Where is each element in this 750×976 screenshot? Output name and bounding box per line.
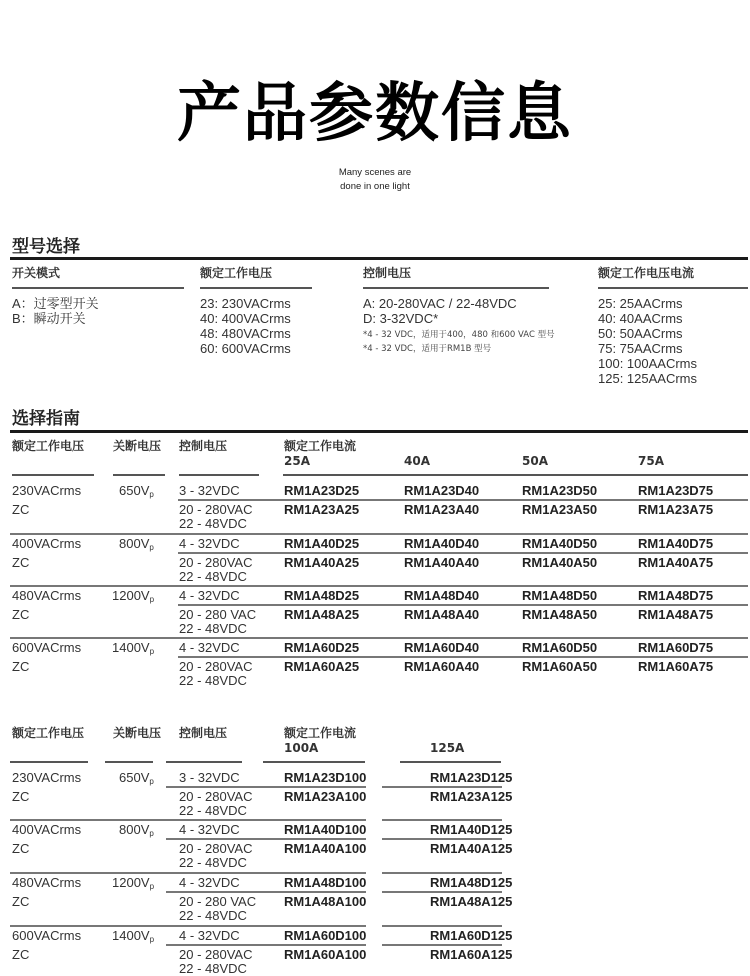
row-divider bbox=[178, 604, 748, 606]
group-divider bbox=[10, 925, 366, 927]
control-voltage-col-header: 控制电压 bbox=[179, 439, 228, 453]
model-number: RM1A23D25 bbox=[284, 483, 360, 498]
group-divider bbox=[382, 819, 502, 821]
current-50a-header: 50A bbox=[522, 454, 548, 468]
row-divider bbox=[178, 499, 748, 501]
peak-voltage: $1200V_p$ bbox=[112, 588, 155, 604]
model-number: RM1A48A125 bbox=[430, 894, 513, 909]
model-number: RM1A23D75 bbox=[638, 483, 714, 498]
model-number: RM1A60A40 bbox=[404, 659, 480, 674]
rated-voltage-col-header: 额定工作电压 bbox=[12, 726, 85, 740]
section-title-model-selection: 型号选择 bbox=[12, 237, 80, 257]
voltage-label: 600VACrms bbox=[12, 640, 82, 655]
peak-voltage: $800V_p$ bbox=[119, 536, 154, 552]
group-divider bbox=[382, 872, 502, 874]
section-divider bbox=[10, 257, 748, 260]
current-40a-header: 40A bbox=[404, 454, 430, 468]
peak-voltage: $1400V_p$ bbox=[112, 928, 155, 944]
control-voltage: 20 - 280 VAC 22 - 48VDC bbox=[179, 607, 257, 636]
rated-current-values: 25: 25AACrms 40: 40AACrms 50: 50AACrms 75: 75AACrms 100: 100AACrms 125: 125AACrms bbox=[598, 296, 697, 386]
control-voltage-header: 控制电压 bbox=[363, 266, 412, 280]
model-number: RM1A40A40 bbox=[404, 555, 480, 570]
rated-current-header: 额定工作电压电流 bbox=[598, 266, 695, 280]
header-underline bbox=[283, 474, 748, 476]
peak-voltage: $1400V_p$ bbox=[112, 640, 155, 656]
model-number: RM1A60D25 bbox=[284, 640, 360, 655]
model-number: RM1A23A25 bbox=[284, 502, 360, 517]
header-underline bbox=[166, 761, 242, 763]
control-voltage: 4 - 32VDC bbox=[179, 536, 240, 551]
control-voltage-col-header: 控制电压 bbox=[179, 726, 228, 740]
current-125a-header: 125A bbox=[430, 741, 465, 755]
model-number: RM1A48D25 bbox=[284, 588, 360, 603]
model-number: RM1A60D75 bbox=[638, 640, 714, 655]
model-number: RM1A23A125 bbox=[430, 789, 513, 804]
control-voltage: 4 - 32VDC bbox=[179, 822, 240, 837]
model-number: RM1A60D40 bbox=[404, 640, 480, 655]
control-voltage: 20 - 280VAC 22 - 48VDC bbox=[179, 841, 253, 870]
page-subtitle: Many scenes are done in one light bbox=[338, 167, 412, 192]
control-voltage: 20 - 280VAC 22 - 48VDC bbox=[179, 947, 253, 976]
rated-voltage-col-header: 额定工作电压 bbox=[12, 439, 85, 453]
group-divider bbox=[10, 637, 748, 639]
model-number: RM1A23A40 bbox=[404, 502, 480, 517]
peak-voltage: $800V_p$ bbox=[119, 822, 154, 838]
model-number: RM1A48A50 bbox=[522, 607, 598, 622]
rated-current-col-header: 额定工作电流 bbox=[284, 439, 357, 453]
zc-label: ZC bbox=[12, 894, 30, 909]
zc-label: ZC bbox=[12, 502, 30, 517]
control-voltage: 4 - 32VDC bbox=[179, 875, 240, 890]
model-number: RM1A48A75 bbox=[638, 607, 714, 622]
model-number: RM1A40A75 bbox=[638, 555, 714, 570]
model-number: RM1A40D100 bbox=[284, 822, 367, 837]
model-number: RM1A40D75 bbox=[638, 536, 714, 551]
control-voltage: 4 - 32VDC bbox=[179, 588, 240, 603]
peak-voltage-col-header: 关断电压 bbox=[113, 439, 162, 453]
control-voltage: 20 - 280 VAC 22 - 48VDC bbox=[179, 894, 257, 923]
section-divider bbox=[10, 430, 748, 433]
control-voltage: 3 - 32VDC bbox=[179, 770, 240, 785]
row-divider bbox=[382, 891, 502, 893]
model-number: RM1A48D125 bbox=[430, 875, 513, 890]
zc-label: ZC bbox=[12, 555, 30, 570]
row-divider bbox=[382, 786, 502, 788]
model-number: RM1A48A100 bbox=[284, 894, 367, 909]
header-underline bbox=[263, 761, 365, 763]
group-divider bbox=[10, 872, 366, 874]
header-underline bbox=[105, 761, 153, 763]
model-number: RM1A23D125 bbox=[430, 770, 513, 785]
header-underline bbox=[200, 287, 312, 289]
zc-label: ZC bbox=[12, 607, 30, 622]
voltage-label: 400VACrms bbox=[12, 822, 82, 837]
control-voltage: 20 - 280VAC 22 - 48VDC bbox=[179, 502, 253, 531]
voltage-label: 480VACrms bbox=[12, 588, 82, 603]
model-number: RM1A48A25 bbox=[284, 607, 360, 622]
row-divider bbox=[166, 944, 366, 946]
model-number: RM1A40A125 bbox=[430, 841, 513, 856]
row-divider bbox=[178, 656, 748, 658]
control-voltage: 20 - 280VAC 22 - 48VDC bbox=[179, 789, 253, 818]
zc-label: ZC bbox=[12, 947, 30, 962]
page-title: 产品参数信息 bbox=[177, 77, 573, 151]
model-number: RM1A23D100 bbox=[284, 770, 367, 785]
row-divider bbox=[382, 944, 502, 946]
group-divider bbox=[10, 585, 748, 587]
header-underline bbox=[363, 287, 549, 289]
control-voltage-values: A: 20-280VAC / 22-48VDC D: 3-32VDC* bbox=[363, 296, 517, 326]
model-number: RM1A60A75 bbox=[638, 659, 714, 674]
model-number: RM1A40A50 bbox=[522, 555, 598, 570]
model-number: RM1A40D50 bbox=[522, 536, 598, 551]
switch-mode-values: A：过零型开关 B：瞬动开关 bbox=[12, 296, 99, 326]
model-number: RM1A48D100 bbox=[284, 875, 367, 890]
header-underline bbox=[400, 761, 501, 763]
model-number: RM1A40D25 bbox=[284, 536, 360, 551]
zc-label: ZC bbox=[12, 659, 30, 674]
model-number: RM1A23D40 bbox=[404, 483, 480, 498]
voltage-label: 600VACrms bbox=[12, 928, 82, 943]
row-divider bbox=[166, 786, 366, 788]
header-underline bbox=[179, 474, 259, 476]
model-number: RM1A40A25 bbox=[284, 555, 360, 570]
current-25a-header: 25A bbox=[284, 454, 310, 468]
section-title-selection-guide: 选择指南 bbox=[12, 409, 80, 429]
model-number: RM1A60D50 bbox=[522, 640, 598, 655]
peak-voltage: $650V_p$ bbox=[119, 770, 154, 786]
rated-voltage-header: 额定工作电压 bbox=[200, 266, 273, 280]
model-number: RM1A60D125 bbox=[430, 928, 513, 943]
control-voltage: 3 - 32VDC bbox=[179, 483, 240, 498]
header-underline bbox=[10, 761, 88, 763]
row-divider bbox=[178, 552, 748, 554]
model-number: RM1A23A50 bbox=[522, 502, 598, 517]
model-number: RM1A40D40 bbox=[404, 536, 480, 551]
group-divider bbox=[10, 819, 366, 821]
model-number: RM1A48D75 bbox=[638, 588, 714, 603]
model-number: RM1A40A100 bbox=[284, 841, 367, 856]
voltage-label: 230VACrms bbox=[12, 483, 82, 498]
model-number: RM1A40D125 bbox=[430, 822, 513, 837]
model-number: RM1A23D50 bbox=[522, 483, 598, 498]
model-number: RM1A48D50 bbox=[522, 588, 598, 603]
model-number: RM1A60D100 bbox=[284, 928, 367, 943]
group-divider bbox=[382, 925, 502, 927]
control-voltage-notes: *4 - 32 VDC，适用于400，480 和600 VAC 型号 *4 - 32 VDC，适用于RM1B 型号 bbox=[363, 330, 555, 354]
model-number: RM1A60A25 bbox=[284, 659, 360, 674]
control-voltage: 4 - 32VDC bbox=[179, 640, 240, 655]
voltage-label: 480VACrms bbox=[12, 875, 82, 890]
control-voltage: 20 - 280VAC 22 - 48VDC bbox=[179, 555, 253, 584]
voltage-label: 230VACrms bbox=[12, 770, 82, 785]
header-underline bbox=[12, 474, 94, 476]
model-number: RM1A60A125 bbox=[430, 947, 513, 962]
switch-mode-header: 开关模式 bbox=[12, 266, 61, 280]
control-voltage: 4 - 32VDC bbox=[179, 928, 240, 943]
model-number: RM1A23A75 bbox=[638, 502, 714, 517]
row-divider bbox=[166, 891, 366, 893]
header-underline bbox=[12, 287, 184, 289]
group-divider bbox=[10, 533, 748, 535]
header-underline bbox=[598, 287, 748, 289]
current-75a-header: 75A bbox=[638, 454, 664, 468]
zc-label: ZC bbox=[12, 841, 30, 856]
model-number: RM1A48A40 bbox=[404, 607, 480, 622]
voltage-label: 400VACrms bbox=[12, 536, 82, 551]
row-divider bbox=[166, 838, 366, 840]
peak-voltage: $1200V_p$ bbox=[112, 875, 155, 891]
control-voltage: 20 - 280VAC 22 - 48VDC bbox=[179, 659, 253, 688]
header-underline bbox=[113, 474, 165, 476]
model-number: RM1A48D40 bbox=[404, 588, 480, 603]
zc-label: ZC bbox=[12, 789, 30, 804]
row-divider bbox=[382, 838, 502, 840]
model-number: RM1A60A50 bbox=[522, 659, 598, 674]
model-number: RM1A23A100 bbox=[284, 789, 367, 804]
rated-current-col-header: 额定工作电流 bbox=[284, 726, 357, 740]
current-100a-header: 100A bbox=[284, 741, 319, 755]
model-number: RM1A60A100 bbox=[284, 947, 367, 962]
peak-voltage: $650V_p$ bbox=[119, 483, 154, 499]
peak-voltage-col-header: 关断电压 bbox=[113, 726, 162, 740]
rated-voltage-values: 23: 230VACrms 40: 400VACrms 48: 480VACrms 60: 600VACrms bbox=[200, 296, 291, 356]
